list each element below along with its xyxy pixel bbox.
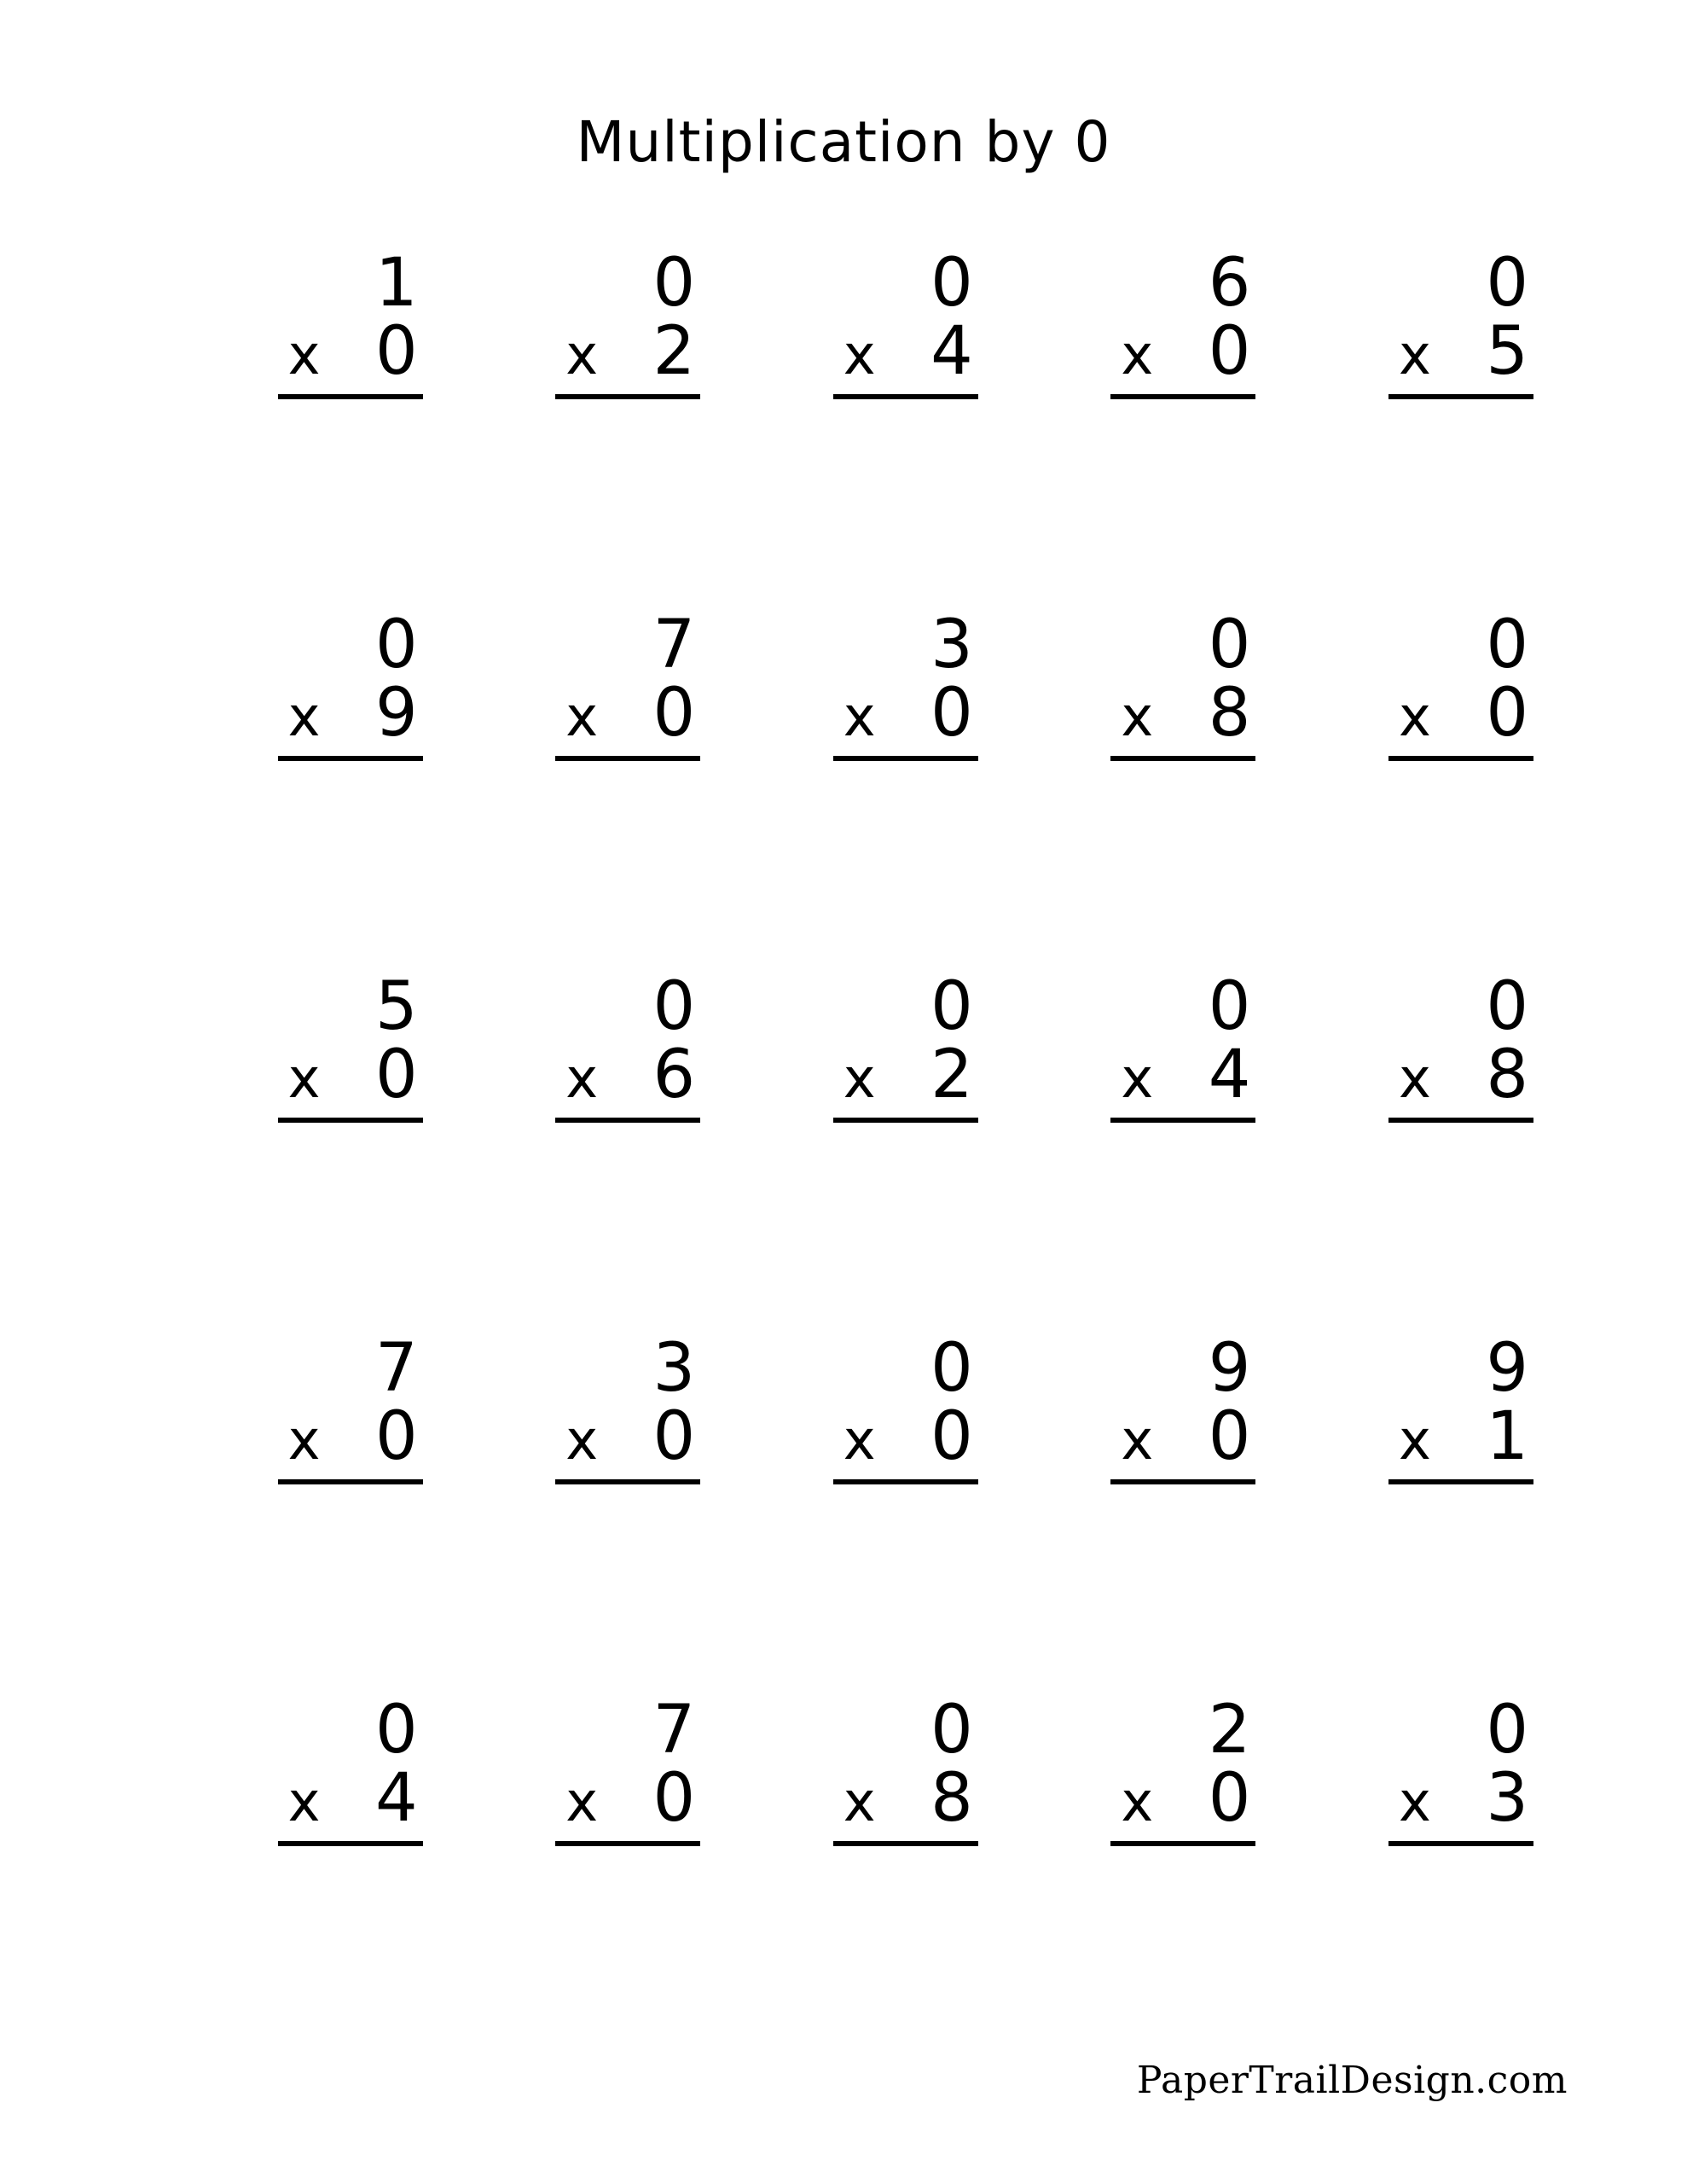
problem-bottom-number: 0 bbox=[930, 1397, 973, 1475]
operator-symbol: x bbox=[1121, 1047, 1154, 1111]
problem-bottom-number: 6 bbox=[652, 1036, 696, 1113]
problem-bottom-row bbox=[555, 1759, 700, 1837]
problem-bottom-row bbox=[833, 1759, 978, 1837]
problem-top-number: 9 bbox=[1486, 1330, 1528, 1407]
problem-top-number: 3 bbox=[652, 1330, 696, 1407]
problem-bottom-row bbox=[555, 1036, 700, 1113]
problem-bottom-number: 0 bbox=[652, 1759, 696, 1837]
answer-line[interactable] bbox=[1110, 1118, 1255, 1123]
operator-symbol: x bbox=[1121, 1409, 1154, 1472]
problem-top-number: 0 bbox=[652, 968, 696, 1045]
problem-bottom-row bbox=[1388, 1759, 1533, 1837]
problem-item bbox=[700, 968, 978, 1335]
answer-line[interactable] bbox=[1388, 394, 1533, 399]
problem-bottom-number: 0 bbox=[1208, 1397, 1251, 1475]
answer-line[interactable] bbox=[1388, 1479, 1533, 1484]
problem-item bbox=[145, 245, 423, 612]
problem-bottom-row bbox=[278, 312, 423, 390]
problem-bottom-row bbox=[1388, 674, 1533, 752]
operator-symbol: x bbox=[1399, 1047, 1431, 1111]
problem-item bbox=[423, 245, 701, 612]
problem-item bbox=[1255, 245, 1533, 612]
problem-bottom-row bbox=[833, 312, 978, 390]
problem-item bbox=[1255, 1330, 1533, 1697]
problem-bottom-row bbox=[1110, 1036, 1255, 1113]
problem-bottom-row bbox=[833, 1397, 978, 1475]
operator-symbol: x bbox=[1399, 1409, 1431, 1472]
problem-top-number: 3 bbox=[930, 607, 973, 683]
answer-line[interactable] bbox=[833, 1479, 978, 1484]
problem-bottom-number: 5 bbox=[1486, 312, 1528, 390]
problem-top-number: 0 bbox=[930, 1692, 973, 1769]
problem-bottom-number: 4 bbox=[374, 1759, 418, 1837]
answer-line[interactable] bbox=[278, 1118, 423, 1123]
problem-bottom-row bbox=[278, 1036, 423, 1113]
problem-item bbox=[978, 968, 1256, 1335]
problem-item bbox=[700, 1692, 978, 2059]
answer-line[interactable] bbox=[1388, 1841, 1533, 1846]
problem-bottom-row bbox=[1388, 1036, 1533, 1113]
problem-bottom-number: 0 bbox=[1486, 674, 1528, 752]
problem-bottom-number: 0 bbox=[1208, 1759, 1251, 1837]
answer-line[interactable] bbox=[1110, 394, 1255, 399]
operator-symbol: x bbox=[565, 323, 599, 387]
problem-bottom-number: 8 bbox=[1486, 1036, 1528, 1113]
problem-bottom-number: 8 bbox=[930, 1759, 973, 1837]
answer-line[interactable] bbox=[833, 1841, 978, 1846]
problem-bottom-number: 0 bbox=[374, 312, 418, 390]
problem-item bbox=[1255, 607, 1533, 973]
problem-top-number: 7 bbox=[652, 1692, 696, 1769]
problem-top-number: 0 bbox=[1208, 607, 1251, 683]
answer-line[interactable] bbox=[555, 1118, 700, 1123]
problem-bottom-number: 1 bbox=[1486, 1397, 1528, 1475]
answer-line[interactable] bbox=[1388, 756, 1533, 761]
operator-symbol: x bbox=[1121, 323, 1154, 387]
problem-top-number: 9 bbox=[1208, 1330, 1251, 1407]
problem-bottom-row bbox=[1110, 312, 1255, 390]
operator-symbol: x bbox=[1121, 685, 1154, 749]
answer-line[interactable] bbox=[833, 394, 978, 399]
operator-symbol: x bbox=[1399, 323, 1431, 387]
answer-line[interactable] bbox=[555, 756, 700, 761]
answer-line[interactable] bbox=[833, 1118, 978, 1123]
problem-item bbox=[145, 1330, 423, 1697]
problem-item bbox=[700, 607, 978, 973]
problem-top-number: 5 bbox=[374, 968, 418, 1045]
operator-symbol: x bbox=[1121, 1770, 1154, 1834]
problem-bottom-row bbox=[833, 1036, 978, 1113]
problem-bottom-row bbox=[1388, 1397, 1533, 1475]
problem-item bbox=[423, 607, 701, 973]
problem-bottom-number: 0 bbox=[652, 674, 696, 752]
answer-line[interactable] bbox=[278, 394, 423, 399]
operator-symbol: x bbox=[843, 1770, 876, 1834]
problem-bottom-number: 2 bbox=[930, 1036, 973, 1113]
site-credit: PaperTrailDesign.com bbox=[1136, 2059, 1568, 2102]
problem-item bbox=[145, 607, 423, 973]
problem-bottom-row bbox=[278, 674, 423, 752]
answer-line[interactable] bbox=[1388, 1118, 1533, 1123]
problem-top-number: 0 bbox=[1486, 968, 1528, 1045]
operator-symbol: x bbox=[565, 1047, 599, 1111]
problem-top-number: 0 bbox=[374, 1692, 418, 1769]
operator-symbol: x bbox=[843, 1409, 876, 1472]
answer-line[interactable] bbox=[1110, 756, 1255, 761]
problem-bottom-row bbox=[278, 1759, 423, 1837]
operator-symbol: x bbox=[1399, 685, 1431, 749]
problem-bottom-number: 0 bbox=[930, 674, 973, 752]
answer-line[interactable] bbox=[278, 1841, 423, 1846]
problem-top-number: 0 bbox=[652, 245, 696, 322]
answer-line[interactable] bbox=[278, 1479, 423, 1484]
answer-line[interactable] bbox=[833, 756, 978, 761]
operator-symbol: x bbox=[843, 323, 876, 387]
answer-line[interactable] bbox=[1110, 1479, 1255, 1484]
operator-symbol: x bbox=[1399, 1770, 1431, 1834]
problem-bottom-row bbox=[555, 312, 700, 390]
problem-bottom-number: 8 bbox=[1208, 674, 1251, 752]
problem-bottom-number: 2 bbox=[652, 312, 696, 390]
operator-symbol: x bbox=[843, 685, 876, 749]
problem-top-number: 6 bbox=[1208, 245, 1251, 322]
operator-symbol: x bbox=[287, 323, 321, 387]
problem-item bbox=[145, 968, 423, 1335]
problem-bottom-row bbox=[833, 674, 978, 752]
problem-top-number: 2 bbox=[1208, 1692, 1251, 1769]
operator-symbol: x bbox=[565, 1770, 599, 1834]
operator-symbol: x bbox=[287, 1047, 321, 1111]
problem-item bbox=[423, 968, 701, 1335]
problem-bottom-number: 4 bbox=[1208, 1036, 1251, 1113]
operator-symbol: x bbox=[565, 685, 599, 749]
problem-bottom-number: 0 bbox=[374, 1036, 418, 1113]
problem-top-number: 0 bbox=[1208, 968, 1251, 1045]
operator-symbol: x bbox=[843, 1047, 876, 1111]
problem-bottom-number: 4 bbox=[930, 312, 973, 390]
problem-top-number: 7 bbox=[374, 1330, 418, 1407]
problem-item bbox=[700, 245, 978, 612]
answer-line[interactable] bbox=[555, 394, 700, 399]
answer-line[interactable] bbox=[555, 1841, 700, 1846]
operator-symbol: x bbox=[565, 1409, 599, 1472]
operator-symbol: x bbox=[287, 685, 321, 749]
problem-item bbox=[423, 1692, 701, 2059]
problem-item bbox=[978, 245, 1256, 612]
answer-line[interactable] bbox=[278, 756, 423, 761]
problem-bottom-row bbox=[1110, 1759, 1255, 1837]
problem-item bbox=[978, 1692, 1256, 2059]
problem-item bbox=[978, 607, 1256, 973]
page-title: Multiplication by 0 bbox=[576, 109, 1111, 175]
problem-top-number: 1 bbox=[374, 245, 418, 322]
problem-bottom-number: 3 bbox=[1486, 1759, 1528, 1837]
operator-symbol: x bbox=[287, 1770, 321, 1834]
problem-bottom-row bbox=[1388, 312, 1533, 390]
problem-item bbox=[1255, 968, 1533, 1335]
problem-top-number: 0 bbox=[930, 968, 973, 1045]
operator-symbol: x bbox=[287, 1409, 321, 1472]
problem-item bbox=[1255, 1692, 1533, 2059]
problem-bottom-row bbox=[1110, 674, 1255, 752]
answer-line[interactable] bbox=[1110, 1841, 1255, 1846]
problem-top-number: 0 bbox=[1486, 607, 1528, 683]
problem-bottom-row bbox=[1110, 1397, 1255, 1475]
problem-bottom-row bbox=[555, 674, 700, 752]
problem-top-number: 0 bbox=[374, 607, 418, 683]
problem-bottom-row bbox=[278, 1397, 423, 1475]
problem-item bbox=[145, 1692, 423, 2059]
problem-bottom-row bbox=[555, 1397, 700, 1475]
problem-item bbox=[423, 1330, 701, 1697]
problem-item bbox=[978, 1330, 1256, 1697]
problem-item bbox=[700, 1330, 978, 1697]
answer-line[interactable] bbox=[555, 1479, 700, 1484]
problem-grid bbox=[0, 245, 1687, 2059]
problem-top-number: 0 bbox=[930, 1330, 973, 1407]
problem-bottom-number: 0 bbox=[374, 1397, 418, 1475]
problem-bottom-number: 0 bbox=[652, 1397, 696, 1475]
problem-top-number: 0 bbox=[930, 245, 973, 322]
problem-bottom-number: 0 bbox=[1208, 312, 1251, 390]
problem-top-number: 0 bbox=[1486, 245, 1528, 322]
problem-top-number: 0 bbox=[1486, 1692, 1528, 1769]
problem-top-number: 7 bbox=[652, 607, 696, 683]
problem-bottom-number: 9 bbox=[374, 674, 418, 752]
